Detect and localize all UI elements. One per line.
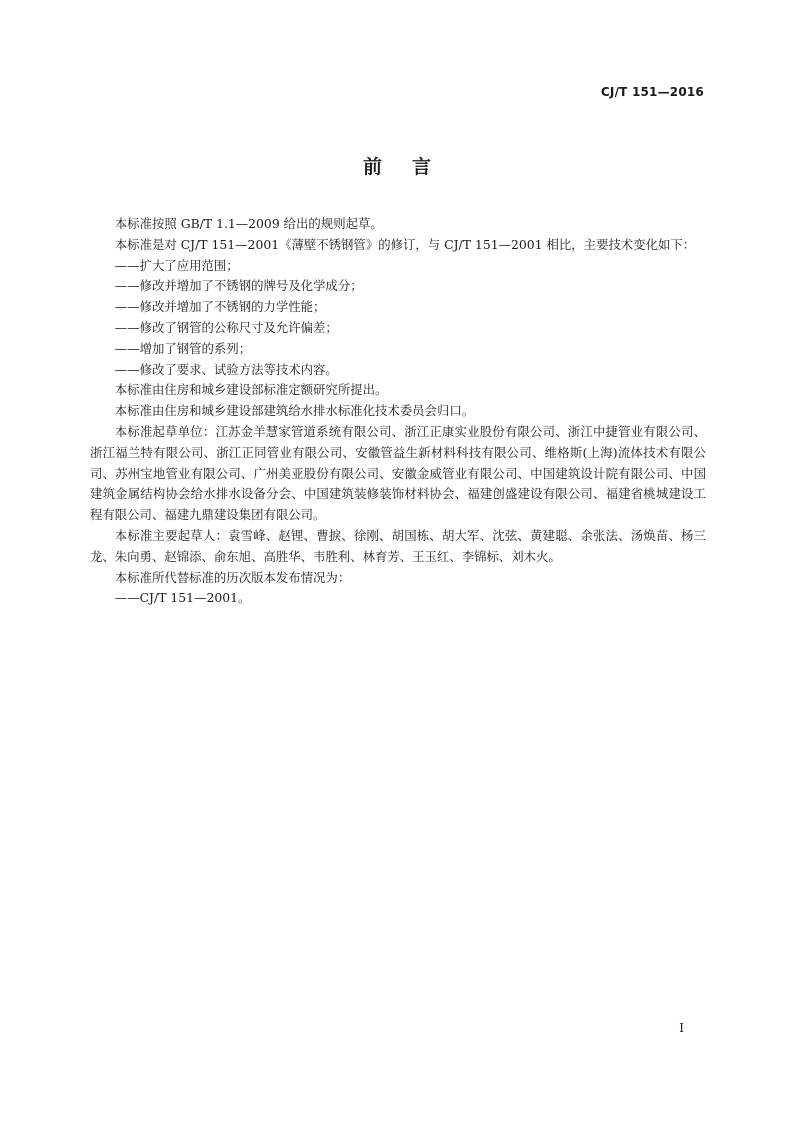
document-code: CJ/T 151—2016: [600, 85, 704, 99]
list-item: ——修改了钢管的公称尺寸及允许偏差；: [114, 319, 338, 335]
paragraph-drafters: 本标准主要起草人：袁雪峰、赵锂、曹捩、徐刚、胡国栋、胡大军、沈弦、黄建聪、余张法、汤焕苗、杨三龙、朱向勇、赵锦添、俞东旭、高胜华、韦胜利、林育芳、王玉红、李锦标、刘木火。: [90, 527, 706, 564]
list-item: ——增加了钢管的系列；: [114, 340, 252, 356]
foreword-body: [90, 214, 706, 609]
paragraph-administrator: 本标准由住房和城乡建设部建筑给水排水标准化技术委员会归口。: [114, 403, 475, 419]
paragraph-proposer: 本标准由住房和城乡建设部标准定额研究所提出。: [114, 382, 388, 398]
list-item: ——扩大了应用范围；: [114, 257, 239, 273]
list-item: ——修改并增加了不锈钢的牌号及化学成分；: [114, 278, 363, 294]
list-item: ——修改并增加了不锈钢的力学性能；: [114, 299, 326, 315]
list-item: ——CJ/T 151—2001。: [114, 590, 251, 606]
paragraph-drafting-rules: 本标准按照 GB/T 1.1—2009 给出的规则起草。: [114, 216, 383, 231]
paragraph-drafting-units: 本标准起草单位：江苏金羊慧家管道系统有限公司、浙江正康实业股份有限公司、浙江中捷管业有限公司、浙江福兰特有限公司、浙江正同管业有限公司、安徽管益生新材料科技有限公司、维格斯(上海)流体技术有限公司、苏州宝地管业有限公司、广州美亚股份有限公司、安徽金威管业有限公司、中国建筑设计院有限公司、中国建筑金属结构协会给水排水设备分会、中国建筑装修装饰材料协会、福建创盛建设有限公司、福建省桃城建设工程有限公司、福建九鼎建设集团有限公司。: [90, 423, 706, 523]
paragraph-revision-summary: 本标准是对 CJ/T 151—2001《薄壁不锈钢管》的修订，与 CJ/T 151—2001 相比，主要技术变化如下：: [114, 236, 696, 252]
list-item: ——修改了要求、试验方法等技术内容。: [114, 361, 338, 377]
page-number: I: [679, 1021, 684, 1035]
page-title: 前言: [362, 156, 461, 178]
paragraph-history-intro: 本标准所代替标准的历次版本发布情况为：: [114, 569, 351, 585]
